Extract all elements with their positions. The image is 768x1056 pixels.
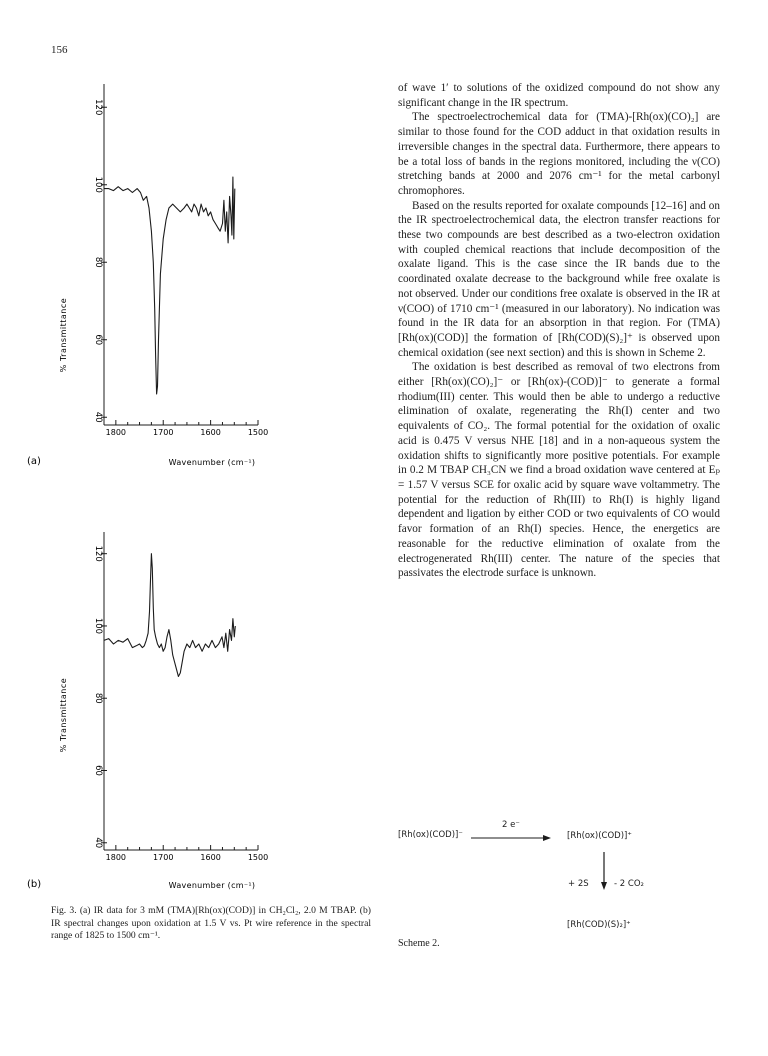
reaction-arrow-down [599,852,609,890]
scheme-left-condition: + 2S [568,879,589,889]
y-axis-title: % Transmittance [59,297,68,373]
y-axis-title: % Transmittance [59,677,68,753]
y-tick-label: 80 [93,256,103,268]
scheme-label: Scheme 2. [398,938,440,949]
paragraph: The spectroelectrochemical data for (TMA)-[Rh(ox)(CO)₂] are similar to those found for the COD adduct in that oxidation results in irreversible changes in the spectral data. Furthermore, there appears to be a total loss of bands in the regions monitored, including the ν(CO) stretching bands at 2000 and 2076 cm⁻¹ for the metal carbonyl chromophores. [398,111,720,197]
y-tick-label: 120 [93,99,103,116]
figure-caption: Fig. 3. (a) IR data for 3 mM (TMA)[Rh(ox)(COD)] in CH₂Cl₂, 2.0 M TBAP. (b) IR spectral changes upon oxidation at 1.5 V vs. Pt wire reference in the spectral range of 1825 to 1500 cm⁻¹. [51,905,371,941]
scheme-product: [Rh(COD)(S)₂]⁺ [567,920,631,930]
paragraph: of wave 1′ to solutions of the oxidized compound do not show any significant change in the IR spectrum. [398,82,720,109]
x-tick-label: 1800 [105,428,127,437]
y-tick-label: 100 [93,617,103,635]
body-text [398,81,720,581]
scheme-right-condition: - 2 CO₂ [614,879,644,889]
x-tick-label: 1500 [247,428,269,437]
ir-chart-a-svg [27,70,340,490]
y-tick-label: 40 [93,837,103,849]
x-axis-title: Wavenumber (cm⁻¹) [168,458,256,467]
y-tick-label: 80 [93,692,103,704]
panel-letter-a: (a) [27,456,41,467]
y-tick-label: 40 [93,411,103,423]
ir-chart-b-svg [27,520,340,900]
spectrum-line [104,177,235,394]
x-tick-label: 1600 [200,428,221,437]
y-tick-label: 60 [93,765,103,776]
paragraph: Based on the results reported for oxalate compounds [12–16] and on the IR spectroelectrochemical data, the electron transfer reactions for these two compounds are best described as a two-electron oxidation with coupled chemical reactions that include decomposition of the oxalate ligand. This is the case since the IR bands due to the coordinated oxalate decrease to the background while free oxalate is not observed. Under our conditions free oxalate is observed in the IR at ν(COO) of 1710 cm⁻¹ (measured in our laboratory). No indication was found in the IR data for an absorption in that region. For (TMA)[Rh(ox)(COD)] the formation of [Rh(COD)(S)₂]⁺ is observed upon chemical oxidation (see next section) and this is shown in Scheme 2. [398,199,720,359]
x-tick-label: 1800 [105,853,127,862]
spectrum-line [104,554,235,677]
x-tick-label: 1700 [153,428,174,437]
x-tick-label: 1600 [200,853,221,862]
paragraph: The oxidation is best described as removal of two electrons from either [Rh(ox)(CO)₂]⁻ or [Rh(ox)-(COD)]⁻ to generate a formal rhodium(III) center. This would then be able to undergo a reductive elimination of oxalate, regenerating the Rh(I) center and two equivalents of CO₂. The formal potential for the oxidation of oxalic acid is 0.475 V versus NHE [18] and in a non-aqueous system the oxidation shifts to significantly more positive potentials. For example in 0.2 M TBAP CH₃CN we find a broad oxidation wave centered at Eₚ = 1.57 V versus SCE for oxalic acid by square wave voltammetry. The potential for the reduction of Rh(III) to Rh(I) is highly ligand dependent and ligation by either COD or two equivalents of CO would favor formation of an Rh(I) species. Hence, the energetics are reasonable for the reductive elimination of oxalate from the electrogenerated Rh(III) center. The nature of the species that passivates the electrode surface is unknown. [398,361,720,580]
ir-chart-b [27,520,340,900]
x-tick-label: 1700 [153,853,174,862]
scheme-intermediate: [Rh(ox)(COD)]⁺ [567,831,632,841]
y-tick-label: 100 [93,176,103,193]
y-tick-label: 60 [93,334,103,346]
scheme-arrow-label: 2 e⁻ [502,820,520,830]
y-tick-label: 120 [93,545,103,562]
reaction-arrow-right [471,833,551,843]
page-number: 156 [51,44,68,56]
x-tick-label: 1500 [247,853,269,862]
panel-letter-b: (b) [27,879,42,890]
x-axis-title: Wavenumber (cm⁻¹) [168,881,256,890]
ir-chart-a [27,70,340,490]
scheme-reactant: [Rh(ox)(COD)]⁻ [398,830,463,840]
